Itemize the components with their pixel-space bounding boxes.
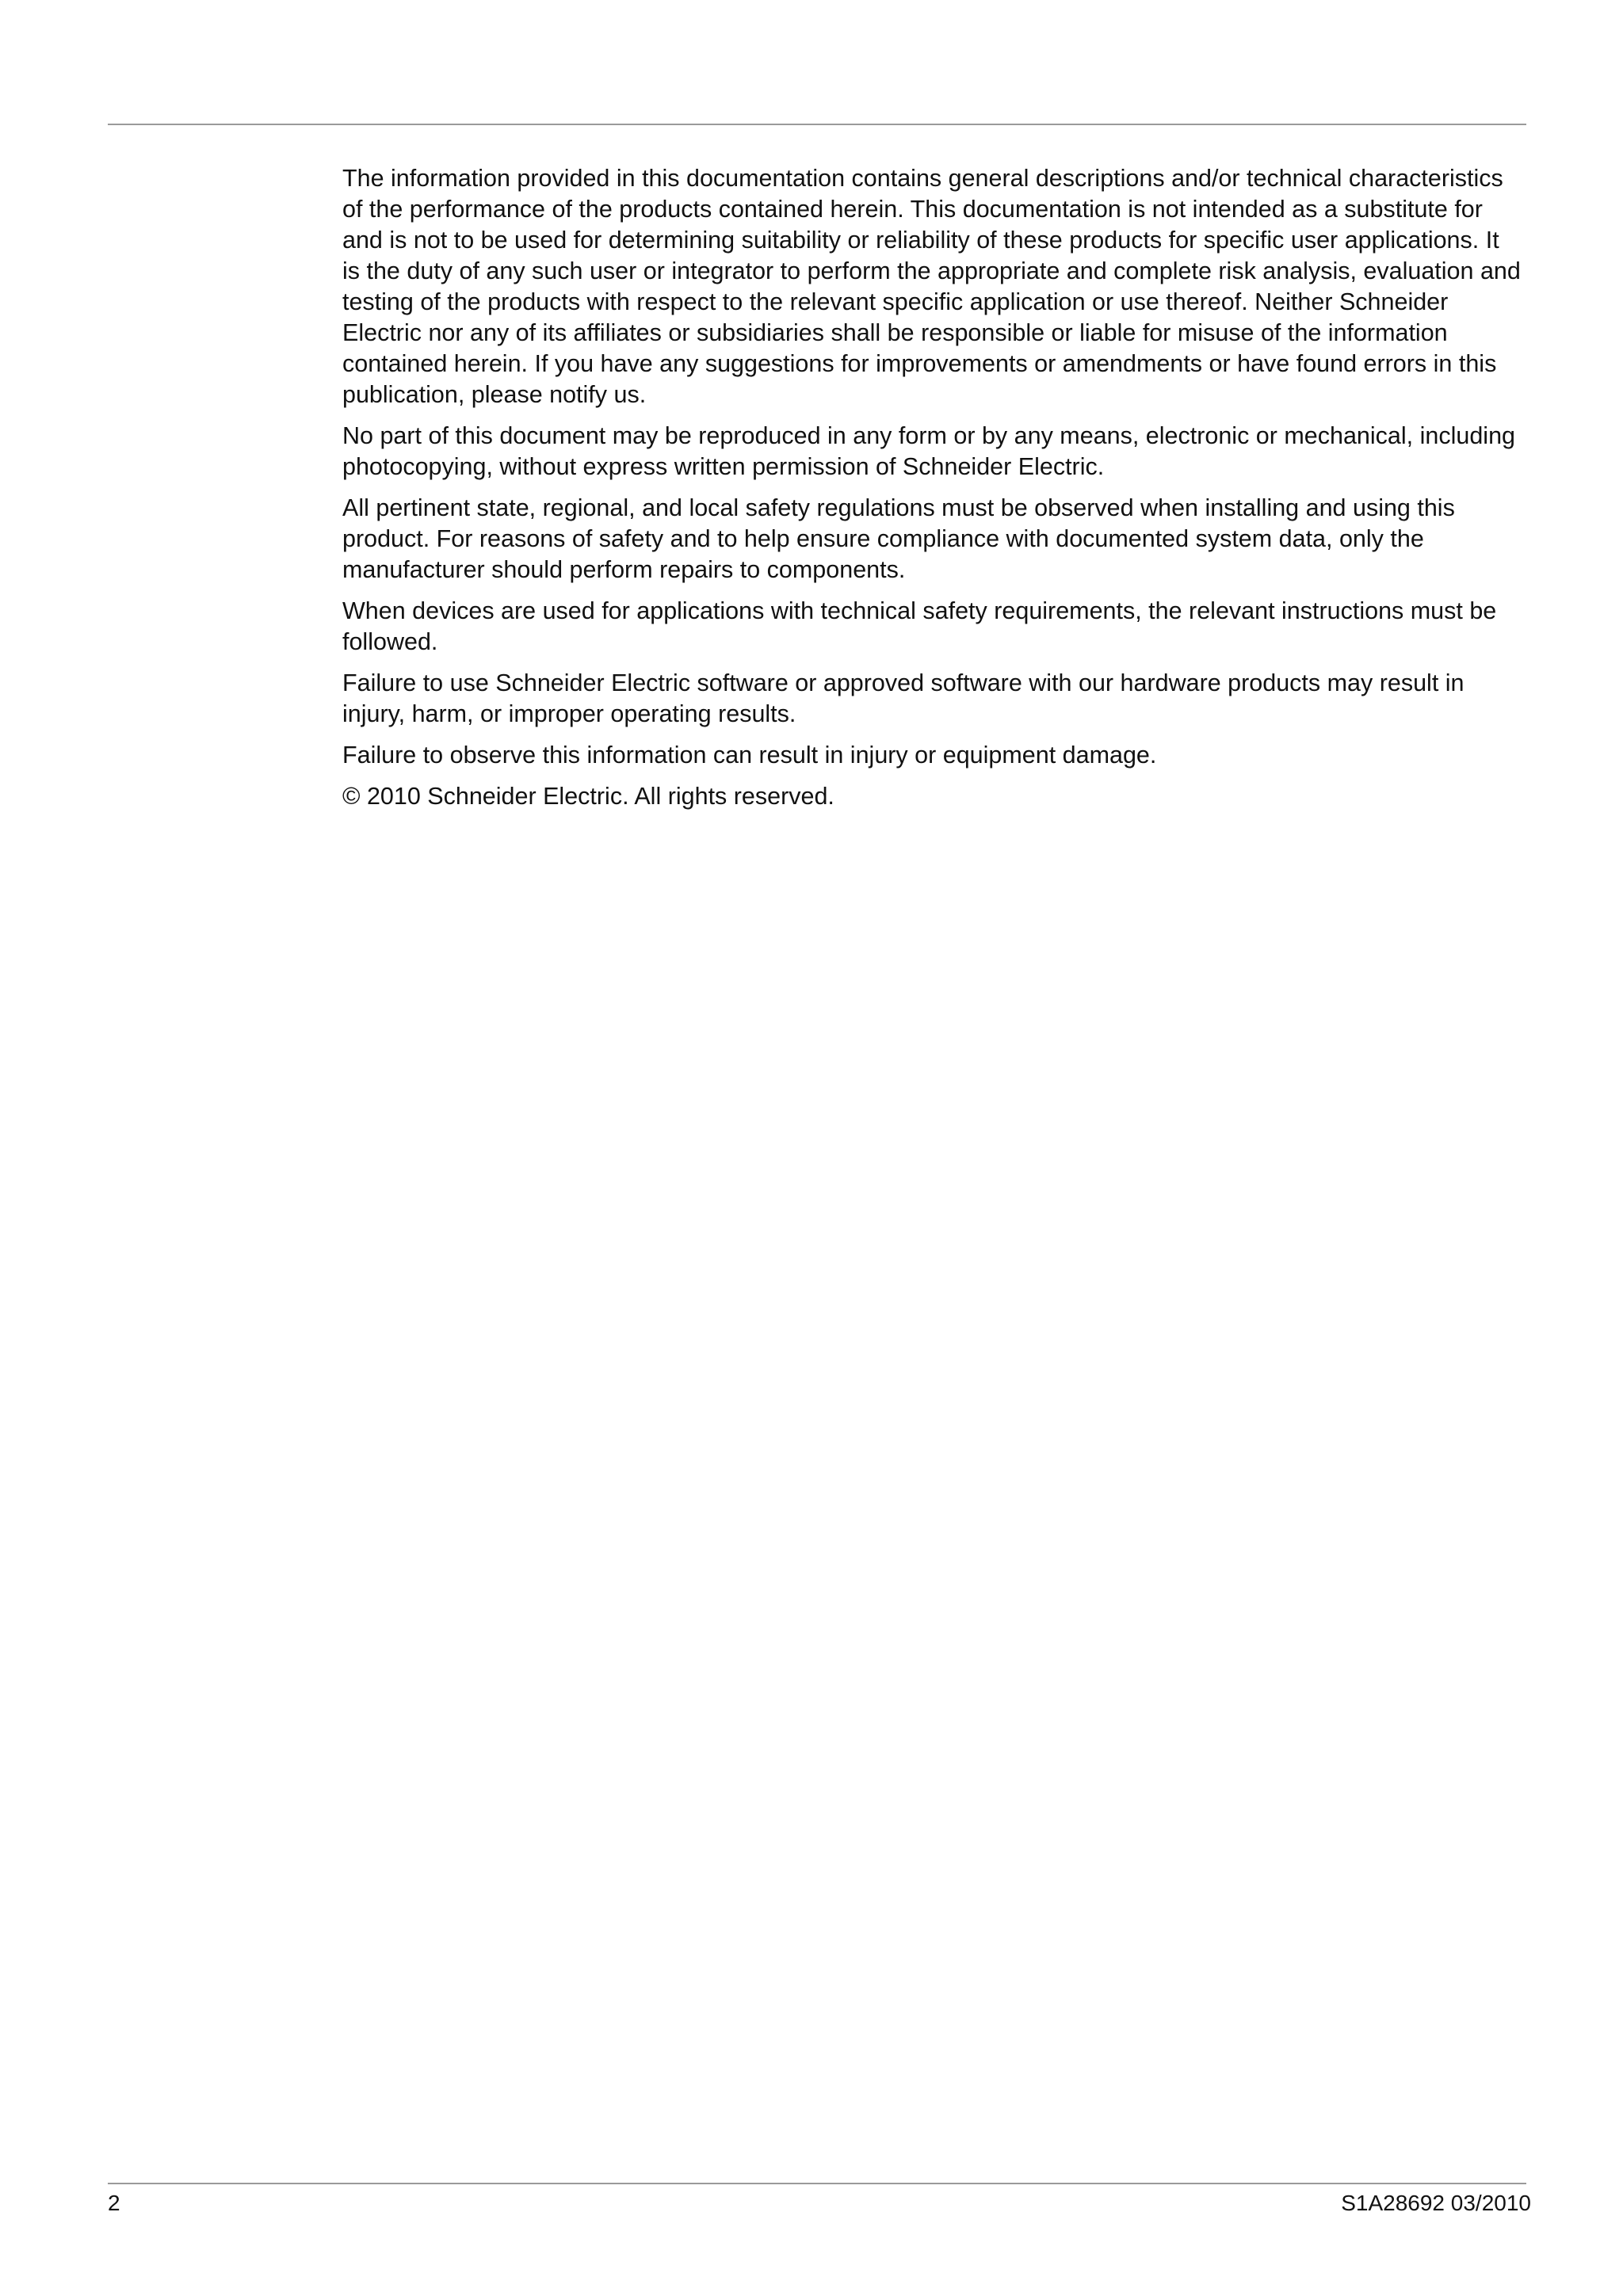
damage-warning-paragraph: Failure to observe this information can result in injury or equipment damage.: [342, 742, 1157, 769]
reproduction-paragraph: No part of this document may be reproduced in any form or by any means, electronic or mechanical, including photocopying, without express written permission of Schneider Electric.: [342, 422, 1515, 480]
legal-notice: [342, 163, 1528, 822]
footer-divider: [108, 2183, 1526, 2184]
technical-safety-paragraph: When devices are used for applications with technical safety requirements, the relevant instructions must be followed.: [342, 597, 1497, 655]
safety-regulations-paragraph: All pertinent state, regional, and local safety regulations must be observed when installing and using this product. For reasons of safety and to help ensure compliance with documented system data, only the manufacturer should perform repairs to components.: [342, 494, 1455, 583]
copyright-paragraph: © 2010 Schneider Electric. All rights reserved.: [342, 783, 834, 810]
software-warning-paragraph: Failure to use Schneider Electric software or approved software with our hardware products may result in injury, harm, or improper operating results.: [342, 669, 1465, 727]
disclaimer-paragraph: The information provided in this documentation contains general descriptions and/or technical characteristics of the performance of the products contained herein. This documentation is not intended as a substitute for and is not to be used for determining suitability or reliability of these products for specific user applications. It is the duty of any such user or integrator to perform the appropriate and complete risk analysis, evaluation and testing of the products with respect to the relevant specific application or use thereof. Neither Schneider Electric nor any of its affiliates or subsidiaries shall be responsible or liable for misuse of the information contained herein. If you have any suggestions for improvements or amendments or have found errors in this publication, please notify us.: [342, 165, 1521, 408]
page-number: 2: [108, 2191, 120, 2215]
header-divider: [108, 124, 1526, 125]
document-reference: S1A28692 03/2010: [1341, 2191, 1531, 2215]
